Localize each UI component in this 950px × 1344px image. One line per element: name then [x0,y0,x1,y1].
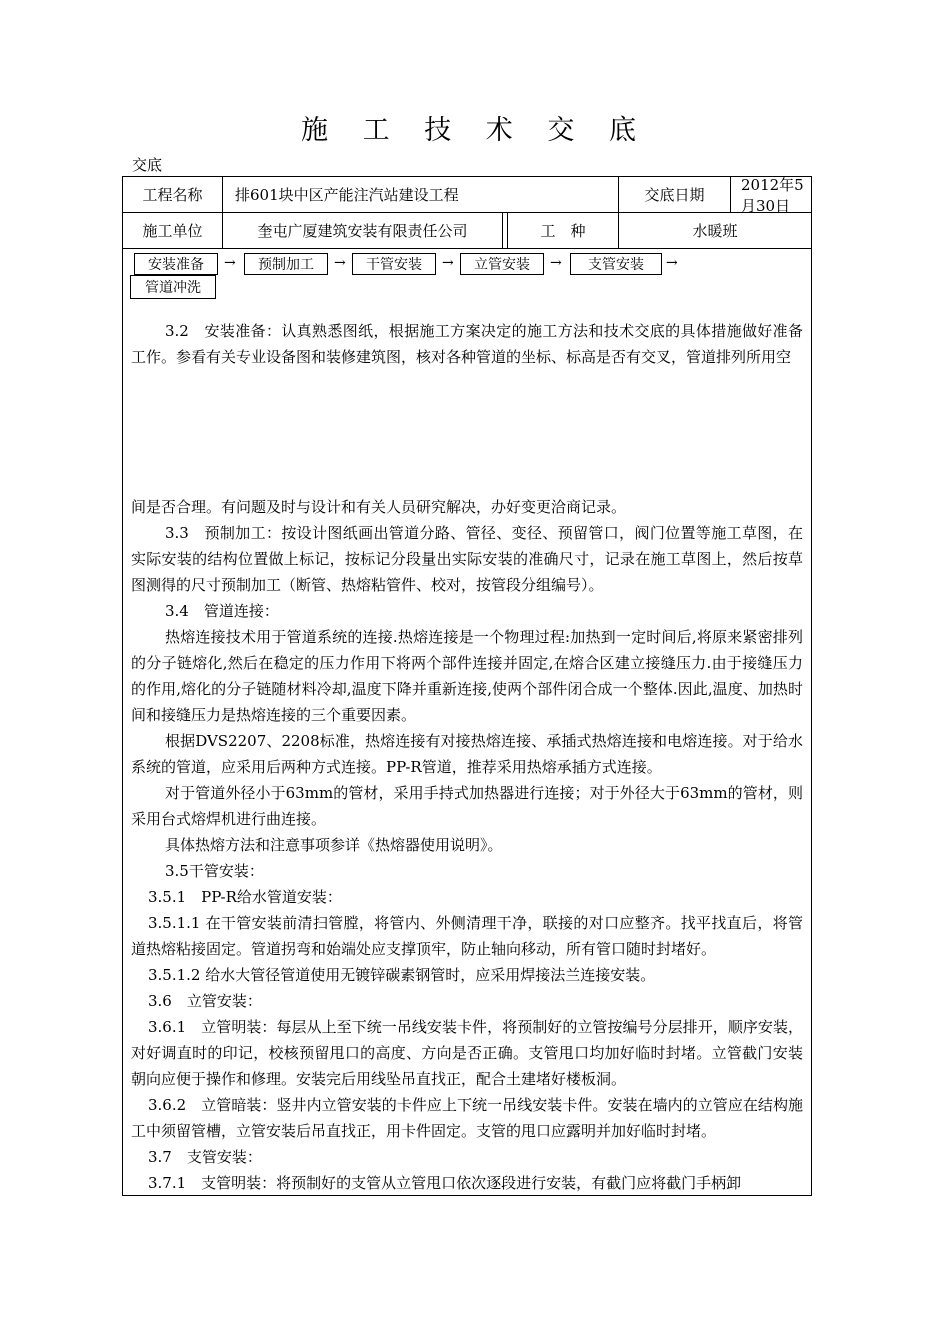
date-value: 2012年5月30日 [741,175,804,215]
para-3-6-2: 3.6.2 立管暗装：竖井内立管安装的卡件应上下统一吊线安装卡件。安装在墙内的立管应在结构施工中须留管槽，立管安装后吊直找正，用卡件固定。支管的甩口应露明并加好临时封堵。 [131,1096,803,1140]
para-dvs: 根据DVS2207、2208标准，热熔连接有对接热熔连接、承插式热熔连接和电熔连接。对于给水系统的管道，应采用后两种方式连接。PP-R管道，推荐采用热熔承插方式连接。 [131,732,803,776]
flow-step-flush: 管道冲洗 [130,275,216,299]
trade-label: 工 种 [507,213,619,248]
project-name-value: 排601块中区产能注汽站建设工程 [223,177,619,212]
flow-arrow: → [550,255,562,271]
para-3-7: 3.7 支管安装： [148,1148,262,1166]
para-3-2-cont: 间是否合理。有问题及时与设计和有关人员研究解决，办好变更洽商记录。 [131,498,627,516]
flow-step-branch: 支管安装 [570,253,662,275]
flow-arrow: → [224,255,236,271]
flow-step-main-pipe: 干管安装 [352,253,436,275]
flow-arrow: → [666,255,678,271]
para-3-5: 3.5干管安装： [165,862,264,880]
unit-label: 施工单位 [123,213,223,248]
top-label: 交底 [132,156,163,174]
para-3-6-1: 3.6.1 立管明装：每层从上至下统一吊线安装卡件，将预制好的立管按编号分层排开，顺序安装，对好调直时的印记，校核预留甩口的高度、方向是否正确。支管甩口均加好临时封堵。立管截门安装朝向应便于操作和修理。安装完后用线坠吊直找正，配合土建堵好楼板洞。 [131,1018,803,1088]
flow-arrow: → [334,255,346,271]
para-3-7-1: 3.7.1 支管明装：将预制好的支管从立管甩口依次逐段进行安装，有截门应将截门手柄卸 [148,1174,742,1192]
para-hot-melt: 热熔连接技术用于管道系统的连接.热熔连接是一个物理过程:加热到一定时间后,将原来紧密排列的分子链熔化,然后在稳定的压力作用下将两个部件连接并固定,在熔合区建立接缝压力.由于接缝压力的作用,熔化的分子链随材料冷却,温度下降并重新连接,使两个部件闭合成一个整体.因此,温度、加热时间和接缝压力是热熔连接的三个重要因素。 [131,628,803,724]
unit-value: 奎屯广厦建筑安装有限责任公司 [223,213,503,248]
para-3-3: 3.3 预制加工：按设计图纸画出管道分路、管径、变径、预留管口，阀门位置等施工草图，在实际安装的结构位置做上标记，按标记分段量出实际安装的准确尺寸，记录在施工草图上，然后按草图测得的尺寸预制加工（断管、热熔粘管件、校对，按管段分组编号）。 [131,524,803,594]
flow-step-riser: 立管安装 [460,253,544,275]
page-title: 施 工 技 术 交 底 [301,115,649,146]
header-row-unit [123,213,811,249]
para-3-5-1-1: 3.5.1.1 在干管安装前清扫管膛，将管内、外侧清理干净，联接的对口应整齐。找平找直后，将管道热熔粘接固定。管道拐弯和始端处应支撑顶牢，防止轴向移动，所有管口随时封堵好。 [131,914,803,958]
para-3-5-1-2: 3.5.1.2 给水大管径管道使用无镀锌碳素钢管时，应采用焊接法兰连接安装。 [148,966,656,984]
header-row-project [123,177,811,213]
flow-arrow: → [442,255,454,271]
disclosure-content [131,318,803,1196]
flow-step-prefab: 预制加工 [244,253,328,275]
trade-value: 水暖班 [692,222,738,240]
para-3-2: 3.2 安装准备：认真熟悉图纸，根据施工方案决定的施工方法和技术交底的具体措施做好准备工作。参看有关专业设备图和装修建筑图，核对各种管道的坐标、标高是否有交叉，管道排列所用空 [131,322,803,366]
para-3-6: 3.6 立管安装： [148,992,262,1010]
para-3-4: 3.4 管道连接： [165,602,279,620]
flow-step-install-prep: 安装准备 [134,253,218,275]
project-name-label: 工程名称 [123,177,223,212]
para-3-5-1: 3.5.1 PP-R给水管道安装： [148,888,342,906]
date-label: 交底日期 [619,177,731,212]
para-manual: 具体热熔方法和注意事项参详《热熔器使用说明》。 [165,836,503,854]
para-63mm: 对于管道外径小于63mm的管材，采用手持式加热器进行连接；对于外径大于63mm的管材，则采用台式熔焊机进行曲连接。 [131,784,803,828]
